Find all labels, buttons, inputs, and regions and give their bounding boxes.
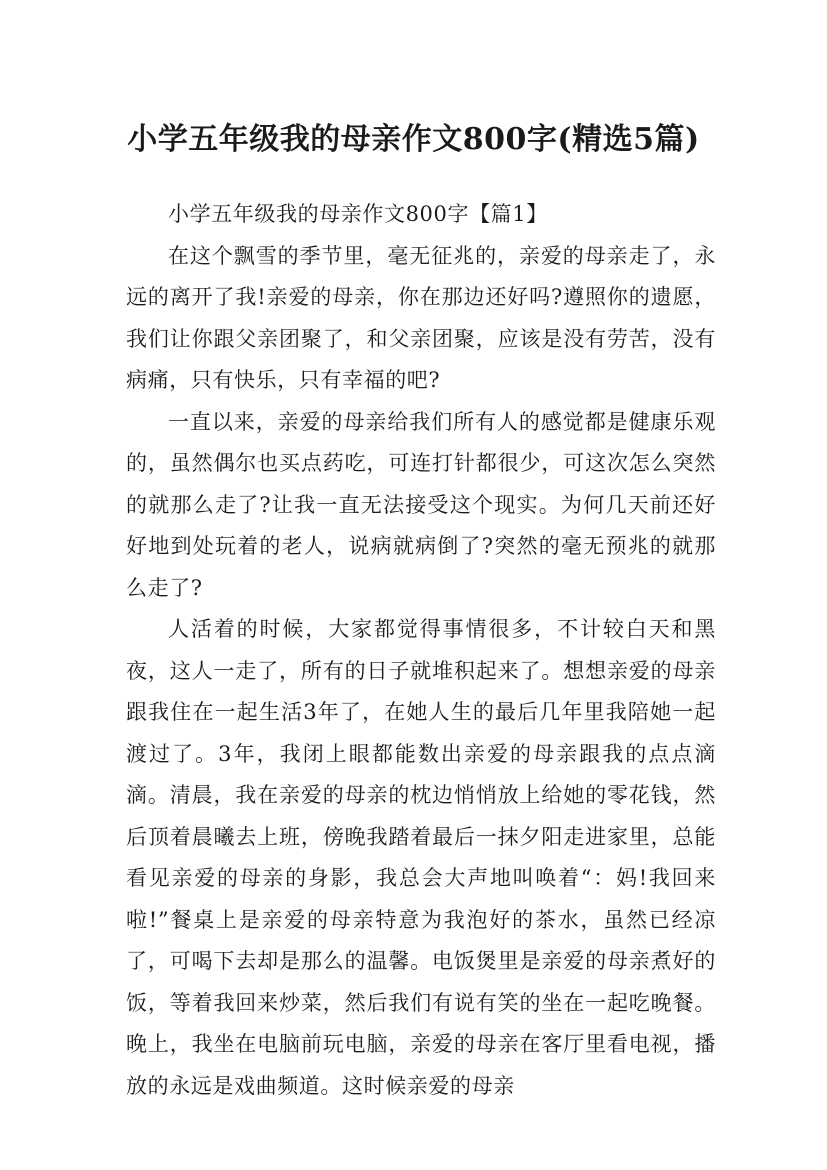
- document-title: 小学五年级我的母亲作文800字(精选5篇): [127, 122, 700, 158]
- document-body: [126, 194, 716, 1107]
- paragraph-2: 一直以来，亲爱的母亲给我们所有人的感觉都是健康乐观的，虽然偶尔也买点药吃，可连打针都很少，可这次怎么突然的就那么走了?让我一直无法接受这个现实。为何几天前还好好地到处玩着的老人，说病就病倒了?突然的毫无预兆的就那么走了?: [126, 409, 716, 600]
- section-heading: 小学五年级我的母亲作文800字【篇1】: [168, 202, 548, 226]
- paragraph-1: 在这个飘雪的季节里，毫无征兆的，亲爱的母亲走了，永远的离开了我!亲爱的母亲，你在那边还好吗?遵照你的遗愿，我们让你跟父亲团聚了，和父亲团聚，应该是没有劳苦，没有病痛，只有快乐，只有幸福的吧?: [126, 243, 716, 392]
- paragraph-3: 人活着的时候，大家都觉得事情很多，不计较白天和黑夜，这人一走了，所有的日子就堆积起来了。想想亲爱的母亲跟我住在一起生活3年了，在她人生的最后几年里我陪她一起渡过了。3年，我闭上眼都能数出亲爱的母亲跟我的点点滴滴。清晨，我在亲爱的母亲的枕边悄悄放上给她的零花钱，然后顶着晨曦去上班，傍晚我踏着最后一抹夕阳走进家里，总能看见亲爱的母亲的身影，我总会大声地叫唤着“：妈!我回来啦!”餐桌上是亲爱的母亲特意为我泡好的茶水，虽然已经凉了，可喝下去却是那么的温馨。电饭煲里是亲爱的母亲煮好的饭，等着我回来炒菜，然后我们有说有笑的坐在一起吃晚餐。晚上，我坐在电脑前玩电脑，亲爱的母亲在客厅里看电视，播放的永远是戏曲频道。这时候亲爱的母亲: [126, 617, 716, 1098]
